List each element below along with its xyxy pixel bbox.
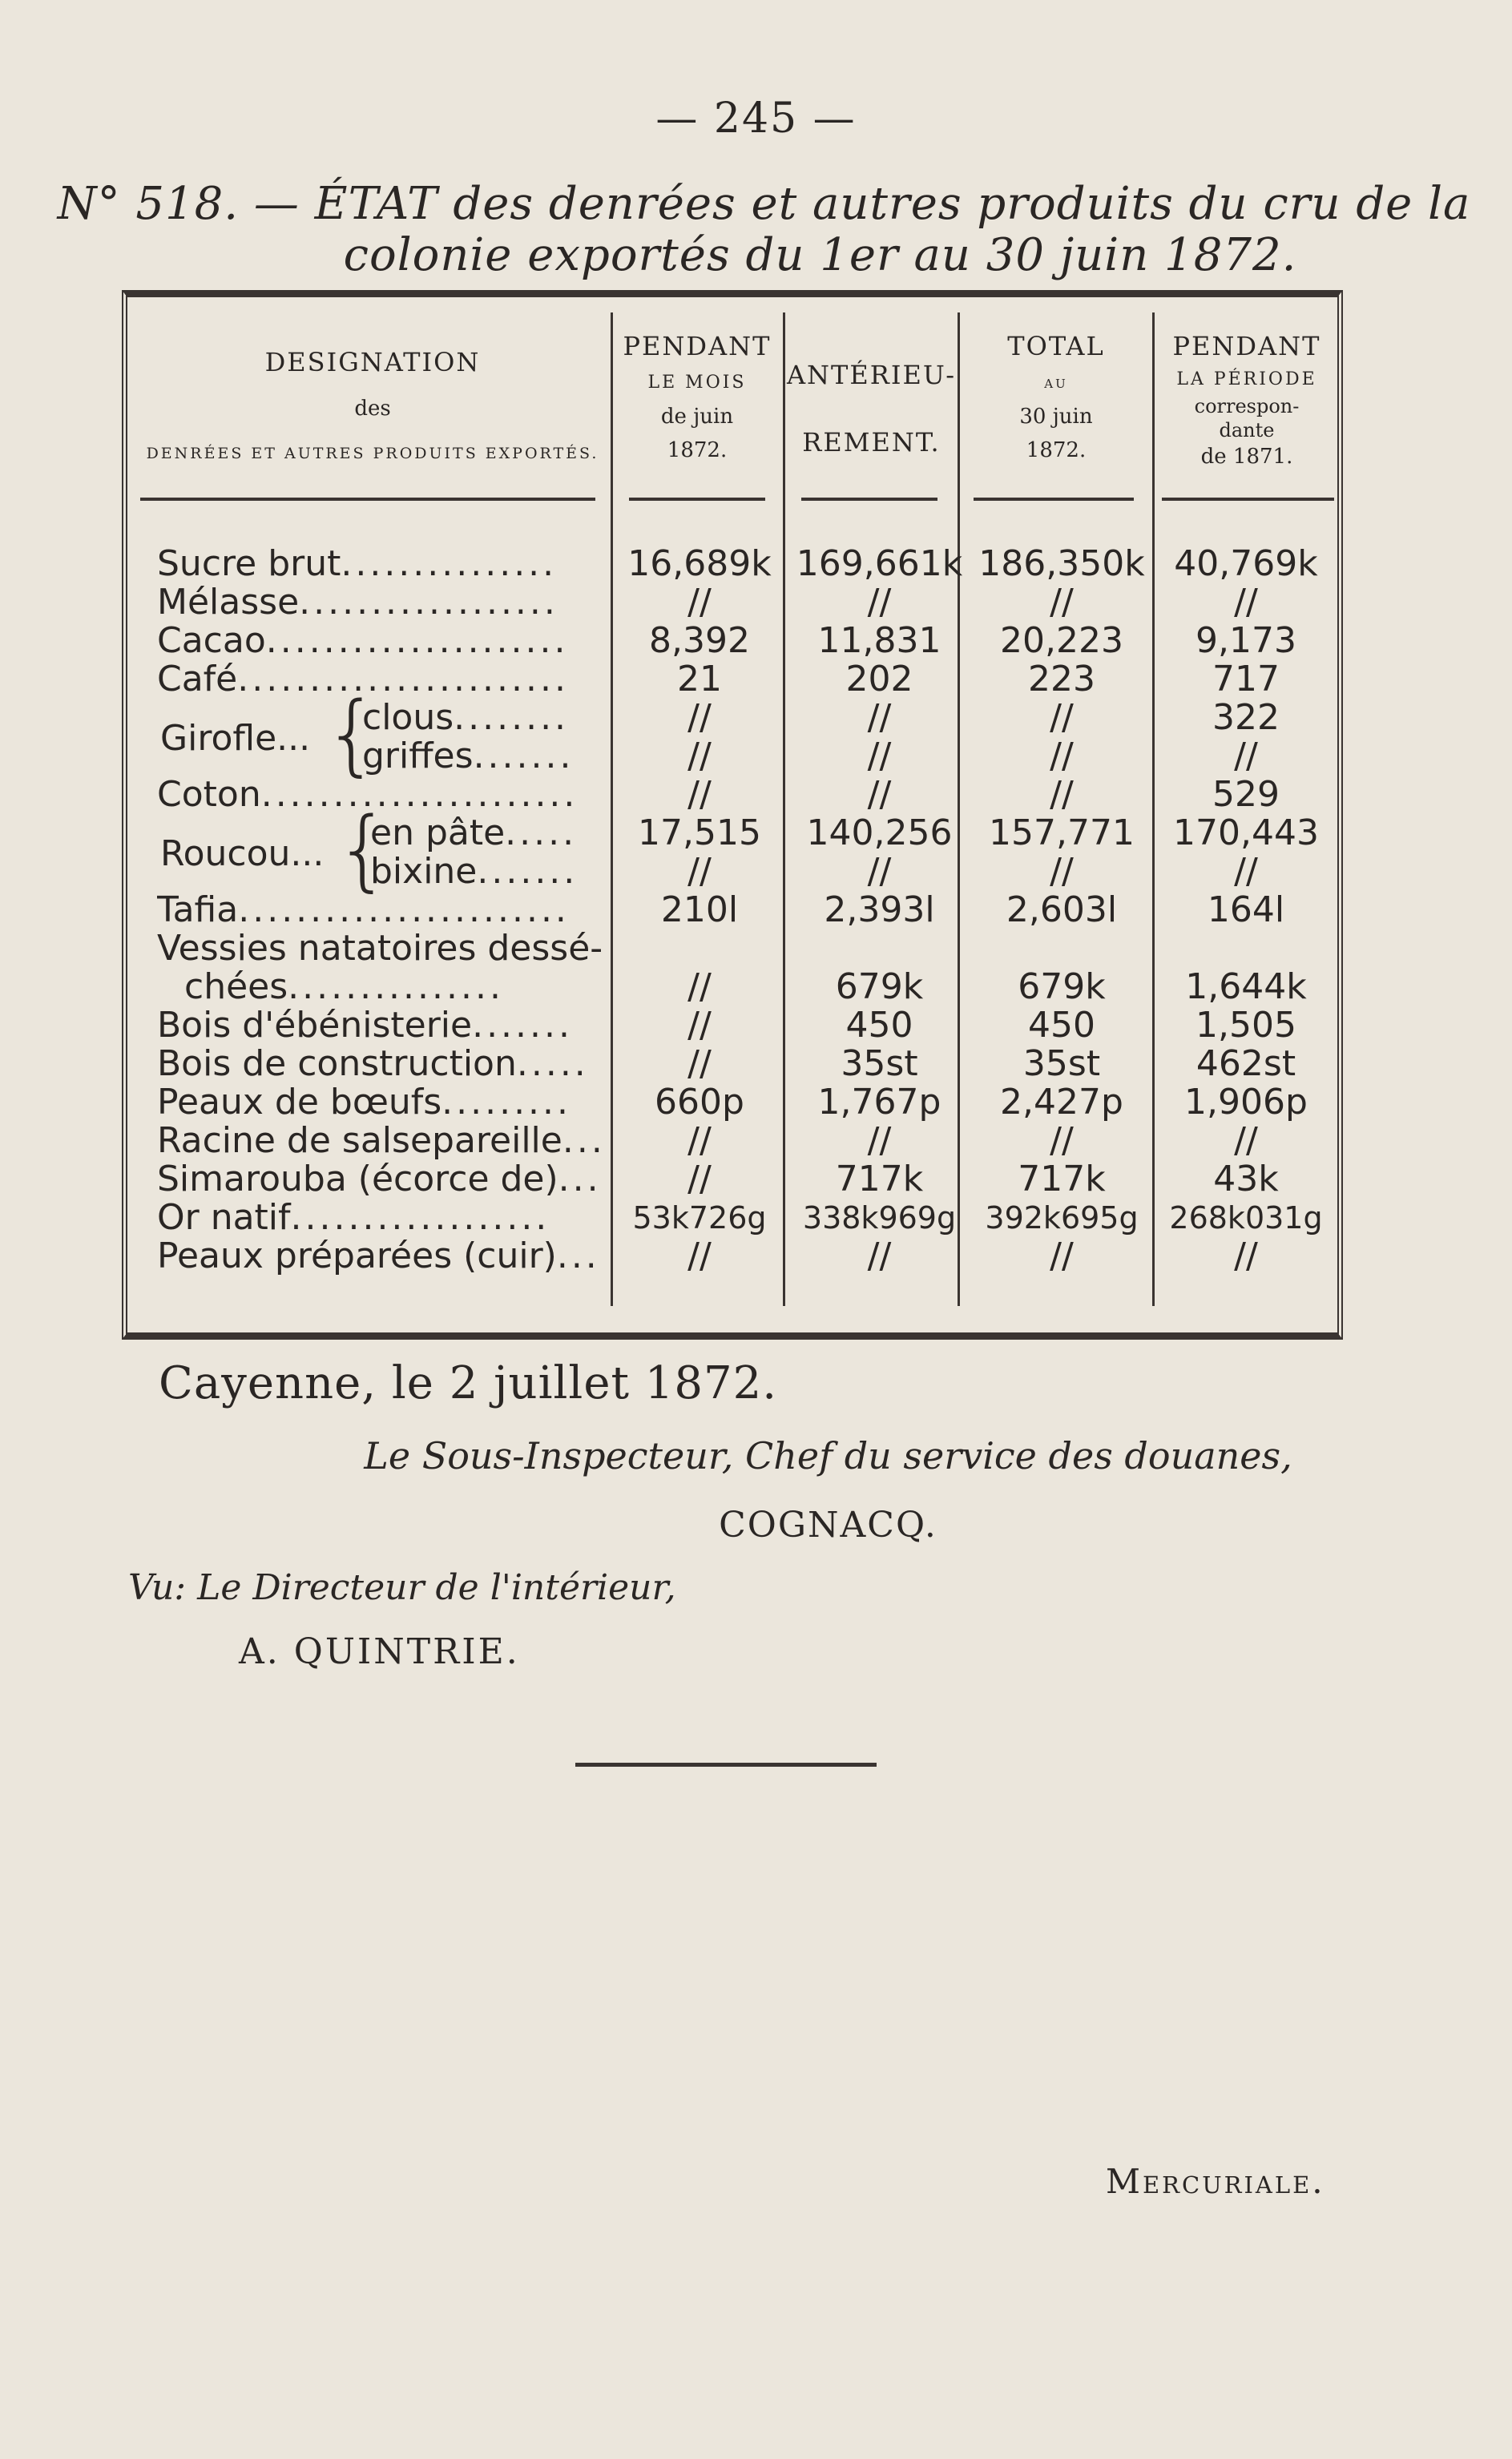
value-month: // [687, 851, 712, 892]
table-row: Racine de salsepareille... // // // // [152, 1122, 1338, 1160]
row-label: clous [362, 699, 454, 737]
page-number: — 245 — [655, 95, 857, 143]
value-previously: 11,831 [817, 620, 941, 661]
value-prior-year: 462st [1195, 1043, 1296, 1084]
value-total: 223 [1028, 659, 1095, 699]
table-row: Bois d'ébénisterie....... // 450 450 1,505 [152, 1006, 1338, 1045]
row-label: griffes [362, 737, 474, 776]
header-prior-year: PENDANT LA PÉRIODE correspon- dante de 1871. [1172, 331, 1321, 469]
value-previously: // [867, 1120, 892, 1161]
value-total: 157,771 [989, 812, 1135, 853]
document-title-line-2: colonie exportés du 1er au 30 juin 1872. [343, 229, 1297, 281]
value-month: 21 [677, 659, 722, 699]
value-previously: 717k [835, 1159, 924, 1199]
table-row: Peaux préparées (cuir)... // // // // [152, 1237, 1338, 1276]
row-label: Sucre brut [157, 545, 341, 583]
value-total: 186,350k [978, 543, 1145, 584]
value-prior-year: // [1234, 736, 1258, 776]
value-previously: 169,661k [796, 543, 963, 584]
table-row: griffes....... // // // // [152, 737, 1338, 776]
table-row: Simarouba (écorce de)... // 717k 717k 43k [152, 1160, 1338, 1199]
group-label: Roucou... [160, 833, 325, 874]
value-month: // [687, 1120, 712, 1161]
row-label: chées [184, 968, 288, 1006]
row-label: Cacao [157, 622, 266, 660]
value-month: 16,689k [627, 543, 772, 584]
row-label: bixine [370, 853, 478, 891]
value-previously: 338k969g [802, 1200, 957, 1236]
value-total: // [1050, 582, 1074, 623]
row-label: Tafia [157, 891, 239, 929]
header-designation: DESIGNATION des DENRÉES ET AUTRES PRODUITS EXPORTÉS. [146, 347, 599, 462]
header-rule [801, 498, 937, 501]
row-label: Bois de construction [157, 1045, 517, 1083]
value-previously: // [867, 736, 892, 776]
document-title-line-1: N° 518. — ÉTAT des denrées et autres produits du cru de la [57, 178, 1471, 230]
value-total: 392k695g [985, 1200, 1139, 1236]
value-total: 35st [1022, 1043, 1101, 1084]
printer-name: Mercuriale. [1106, 2162, 1325, 2201]
value-total: // [1050, 736, 1074, 776]
value-total: 679k [1018, 966, 1106, 1007]
value-prior-year: 268k031g [1169, 1200, 1323, 1236]
table-row: Cacao..................... 8,392 11,831 20,223 9,173 [152, 622, 1338, 660]
value-previously: // [867, 774, 892, 815]
value-total: // [1050, 774, 1074, 815]
value-prior-year: 717 [1212, 659, 1280, 699]
value-month: // [687, 1005, 712, 1046]
value-prior-year: // [1234, 582, 1258, 623]
table-row: clous........ // // // 322 [152, 699, 1338, 737]
separator-rule [575, 1763, 877, 1767]
value-previously: // [867, 582, 892, 623]
header-rule [974, 498, 1134, 501]
table-row: bixine....... // // // // [152, 853, 1338, 891]
value-total: // [1050, 1236, 1074, 1276]
row-label: Bois d'ébénisterie [157, 1006, 473, 1045]
value-month: 660p [655, 1082, 744, 1123]
table-row: chées............... // 679k 679k 1,644k [152, 968, 1338, 1006]
table-row [152, 929, 1338, 968]
header-total: TOTAL au 30 juin 1872. [1007, 331, 1105, 462]
table-row: Tafia....................... 210l 2,393l 2,603l 164l [152, 891, 1338, 929]
value-prior-year: 529 [1212, 774, 1280, 815]
value-month: // [687, 697, 712, 738]
table-row: Café....................... 21 202 223 717 [152, 660, 1338, 699]
header-rule [140, 498, 595, 501]
table-row: en pâte..... 17,515 140,256 157,771 170,443 [152, 814, 1338, 853]
value-total: 717k [1018, 1159, 1106, 1199]
value-prior-year: // [1234, 1236, 1258, 1276]
value-previously: 1,767p [817, 1082, 941, 1123]
value-prior-year: 1,505 [1195, 1005, 1296, 1046]
value-prior-year: // [1234, 851, 1258, 892]
value-month: 53k726g [632, 1200, 767, 1236]
value-previously: 35st [841, 1043, 918, 1084]
signatory-title: Le Sous-Inspecteur, Chef du service des douanes, [364, 1434, 1292, 1477]
value-previously: 679k [835, 966, 924, 1007]
row-label: Peaux préparées (cuir) [157, 1237, 557, 1276]
value-month: 8,392 [649, 620, 750, 661]
group-label: Girofle... [160, 718, 311, 759]
value-previously: // [867, 697, 892, 738]
row-label: Simarouba (écorce de) [157, 1160, 558, 1199]
header-rule [1162, 498, 1334, 501]
value-month: 17,515 [638, 812, 761, 853]
row-label: Peaux de bœufs [157, 1083, 442, 1122]
value-prior-year: 40,769k [1174, 543, 1318, 584]
value-total: 2,603l [1006, 889, 1118, 930]
table-row: Coton...................... // // // 529 [152, 776, 1338, 814]
value-month: // [687, 582, 712, 623]
value-prior-year: 1,644k [1185, 966, 1307, 1007]
table-row: Peaux de bœufs......... 660p 1,767p 2,427p 1,906p [152, 1083, 1338, 1122]
brace: { [335, 798, 391, 901]
approval-line: Vu: Le Directeur de l'intérieur, [128, 1567, 676, 1608]
value-month: // [687, 736, 712, 776]
value-total: 2,427p [1000, 1082, 1123, 1123]
signatory-name: COGNACQ. [719, 1505, 937, 1546]
value-prior-year: // [1234, 1120, 1258, 1161]
value-prior-year: 43k [1213, 1159, 1279, 1199]
table-row: Mélasse.................. // // // // [152, 583, 1338, 622]
row-label: Coton [157, 776, 261, 814]
row-label: Racine de salsepareille [157, 1122, 562, 1160]
value-previously: 140,256 [806, 812, 953, 853]
header-month: PENDANT LE MOIS de juin 1872. [623, 331, 772, 462]
value-previously: 2,393l [824, 889, 935, 930]
value-month: // [687, 1159, 712, 1199]
value-month: // [687, 774, 712, 815]
row-label: Mélasse [157, 583, 300, 622]
table-row: Or natif.................. 53k726g 338k969g 392k695g 268k031g [152, 1199, 1338, 1237]
header-previously: ANTÉRIEU- REMENT. [786, 360, 957, 458]
table-row: Sucre brut............... 16,689k 169,661k 186,350k 40,769k [152, 545, 1338, 583]
row-label: Or natif [157, 1199, 291, 1237]
value-total: // [1050, 697, 1074, 738]
value-previously: 202 [845, 659, 913, 699]
place-date: Cayenne, le 2 juillet 1872. [159, 1357, 778, 1409]
value-month: 210l [660, 889, 739, 930]
value-total: // [1050, 851, 1074, 892]
approval-name: A. QUINTRIE. [239, 1631, 520, 1672]
value-month: // [687, 966, 712, 1007]
row-label: Café [157, 660, 238, 699]
row-label: en pâte [370, 814, 506, 853]
brace: { [324, 683, 380, 785]
value-total: 450 [1028, 1005, 1095, 1046]
value-prior-year: 1,906p [1184, 1082, 1308, 1123]
value-previously: // [867, 851, 892, 892]
value-month: // [687, 1043, 712, 1084]
value-total: 20,223 [1000, 620, 1123, 661]
value-previously: // [867, 1236, 892, 1276]
value-month: // [687, 1236, 712, 1276]
table-row: Bois de construction..... // 35st 35st 462st [152, 1045, 1338, 1083]
row-label: Vessies natatoires dessé- [157, 929, 603, 968]
header-rule [629, 498, 765, 501]
value-prior-year: 164l [1207, 889, 1285, 930]
value-prior-year: 322 [1212, 697, 1280, 738]
value-total: // [1050, 1120, 1074, 1161]
value-prior-year: 9,173 [1195, 620, 1296, 661]
value-prior-year: 170,443 [1173, 812, 1319, 853]
value-previously: 450 [845, 1005, 913, 1046]
